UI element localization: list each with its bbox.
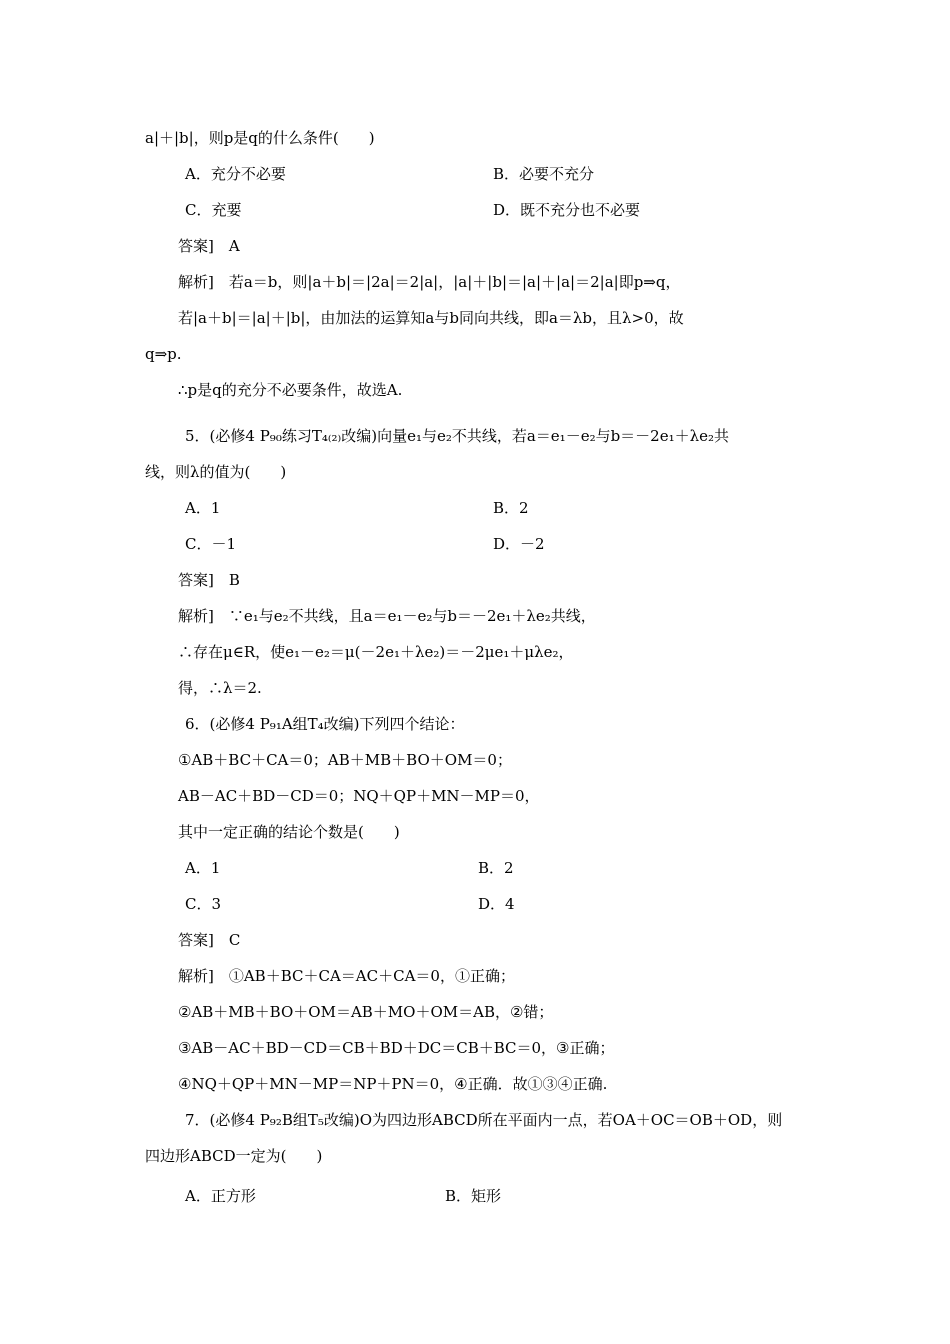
question-7-line1: 7．(必修4 P₉₂B组T₅改编)O为四边形ABCD所在平面内一点，若OA＋OC＝OB＋OD，则 [185,1111,783,1129]
question-6-statement1: ①AB＋BC＋CA＝0；AB＋MB＋BO＋OM＝0； [178,751,512,769]
question-4-tail: a|＋|b|，则p是q的什么条件( ) [145,129,375,147]
analysis-5-line3: 得，∴λ＝2. [178,679,262,697]
analysis-4-line2: 若|a＋b|＝|a|＋|b|，由加法的运算知a与b同向共线，即a＝λb，且λ>0，故 [178,309,684,327]
question-6-prompt: 其中一定正确的结论个数是( ) [178,823,400,841]
option-b: B．必要不充分 [493,165,595,183]
question-5-line1: 5．(必修4 P₉₀练习T₄₍₂₎改编)向量e₁与e₂不共线，若a＝e₁－e₂与b＝－2e₁＋λe₂共 [185,427,730,445]
option-d: D．4 [478,895,515,913]
analysis-5-line1: 解析] ∵e₁与e₂不共线，且a＝e₁－e₂与b＝－2e₁＋λe₂共线， [178,607,596,625]
analysis-5-line2: ∴存在μ∈R，使e₁－e₂＝μ(－2e₁＋λe₂)＝－2μe₁＋μλe₂， [178,643,574,661]
answer-4: 答案] A [178,237,240,255]
question-6-title: 6．(必修4 P₉₁A组T₄改编)下列四个结论： [185,715,465,733]
answer-6: 答案] C [178,931,241,949]
answer-5: 答案] B [178,571,240,589]
option-d: D．－2 [493,535,545,553]
analysis-6-line1: 解析] ①AB＋BC＋CA＝AC＋CA＝0，①正确； [178,967,515,985]
analysis-6-line4: ④NQ＋QP＋MN－MP＝NP＋PN＝0，④正确．故①③④正确. [178,1075,608,1093]
option-a: A．正方形 [185,1187,256,1205]
question-6-statement2: AB－AC＋BD－CD＝0；NQ＋QP＋MN－MP＝0， [178,787,540,805]
option-c: C．充要 [185,201,242,219]
option-a: A．1 [185,859,221,877]
analysis-6-line2: ②AB＋MB＋BO＋OM＝AB＋MO＋OM＝AB，②错； [178,1003,554,1021]
option-b: B．矩形 [445,1187,502,1205]
option-c: C．－1 [185,535,237,553]
question-5-line2: 线，则λ的值为( ) [145,463,287,481]
option-a: A．充分不必要 [185,165,286,183]
option-d: D．既不充分也不必要 [493,201,641,219]
option-b: B．2 [493,499,529,517]
option-b: B．2 [478,859,514,877]
analysis-4-line1: 解析] 若a＝b，则|a＋b|＝|2a|＝2|a|，|a|＋|b|＝|a|＋|a|＝2|a|即p⇒q， [178,273,681,291]
analysis-6-line3: ③AB－AC＋BD－CD＝CB＋BD＋DC＝CB＋BC＝0，③正确； [178,1039,615,1057]
question-7-line2: 四边形ABCD一定为( ) [145,1147,323,1165]
option-a: A．1 [185,499,221,517]
analysis-4-line3: q⇒p. [145,345,182,363]
option-c: C．3 [185,895,222,913]
analysis-4-conclusion: ∴p是q的充分不必要条件，故选A. [178,381,403,399]
